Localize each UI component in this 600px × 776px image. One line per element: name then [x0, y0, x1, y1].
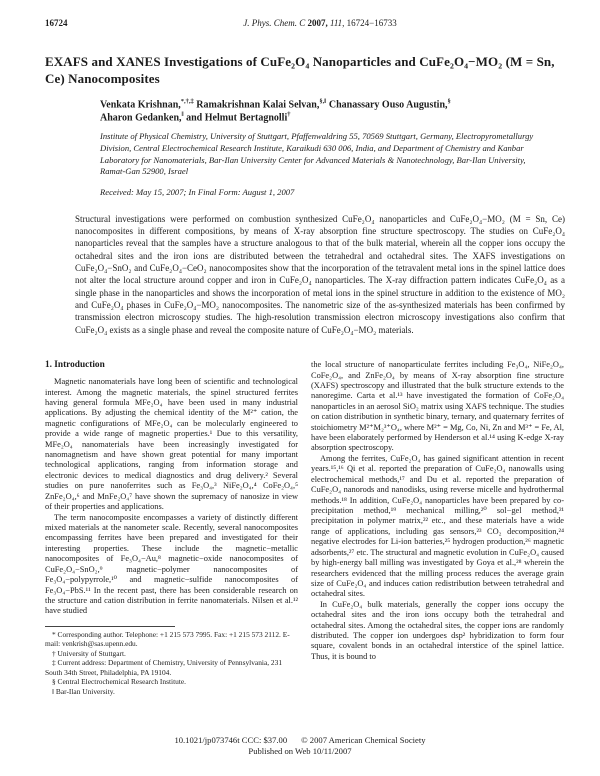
doi-ccc: 10.1021/jp073746t CCC: $37.00 — [174, 734, 288, 745]
left-column — [45, 360, 298, 696]
published-on-web: Published on Web 10/11/2007 — [248, 746, 352, 757]
footer-line-1 — [0, 735, 600, 747]
author-list — [100, 98, 565, 125]
footnote-affiliation: ‖ Bar-Ilan University. — [52, 686, 115, 696]
author-line-2 — [100, 111, 565, 124]
journal-name: J. Phys. Chem. C — [243, 18, 306, 28]
author-name: and Helmut Bertagnolli — [183, 112, 288, 124]
article-title: EXAFS and XANES Investigations of CuFe₂O₄ Nanoparticles and CuFe₂O₄−MO₂ (M = Sn, Ce) Nanocomposites — [45, 54, 555, 86]
footnote-affiliation: § Central Electrochemical Research Institute. — [52, 677, 187, 687]
journal-year: 2007, — [307, 18, 328, 28]
page-number: 16724 — [45, 18, 68, 28]
author-affil-marks: § — [447, 97, 451, 105]
author-name: Aharon Gedanken, — [100, 112, 182, 124]
page-footer — [0, 735, 600, 758]
author-name: Ramakrishnan Kalai Selvan, — [193, 99, 320, 111]
author-affil-marks: §,‖ — [319, 97, 327, 105]
body-paragraph: the local structure of nanoparticulate ferrites including Fe₃O₄, NiFe₂O₄, CoFe₂O₄, and ZnFe₂O₄ by means of X-ray absorption fine structure (XAFS) spectroscopy and illustrated that the bulk structure extends to the nanoregime. Carta et al.¹³ have investigated the formation of CoFe₂O₄ nanoparticles in an aerosol SiO₂ matrix using XAFS technique. The studies on cation distribution in synthetic binary, ternary, and quaternary ferrites of stoichiometry M²⁺M₂³⁺O₄, where M²⁺ = Mg, Co, Ni, Zn and M³⁺ = Fe, Al, have been elaborately performed by Henderson et al.¹⁴ using K-edge X-ray absorption spectroscopy. — [311, 360, 564, 453]
author-line-1 — [100, 98, 565, 111]
footnote-rule — [45, 626, 175, 627]
author-name: Venkata Krishnan, — [100, 99, 181, 111]
body-paragraph: Magnetic nanomaterials have long been of scientific and technological interest. Among the magnetic materials, the spinel structured ferrites having general formula MFe₂O₄ have been used in many industrial applications. By adjusting the chemical identity of the M²⁺ cation, the magnetic configurations of MFe₂O₄ can be molecularly engineered to provide a wide range of magnetic properties.¹ Due to this versatility, MFe₂O₄ nanomaterials have been increasingly investigated for nanomagnetism and have shown great potential for many important technological applications, ranging from information storage and electronic devices to medical diagnostics and drug delivery.² Several studies on pure nanoferrites such as Fe₃O₄,³ NiFe₂O₄,⁴ CoFe₂O₄,⁵ ZnFe₂O₄,⁶ and MnFe₂O₄⁷ have shown the supremacy of nanosize in view of their properties and applications. — [45, 377, 298, 512]
author-affil-marks: ‖ — [181, 111, 184, 119]
body-paragraph: The term nanocomposite encompasses a variety of distinctly different mixed materials at the nanometer scale. Recently, several nanocomposites encompassing ferrites have been prepared and investigated for their interesting properties. These include the magnetic−metallic nanocomposites of Fe₃O₄−Au,⁸ magnetic−oxide nanocomposites of CuFe₂O₄−SnO₂,⁹ magnetic−polymer nanocomposites of Fe₃O₄−polypyrrole,¹⁰ and magnetic−sulfide nanocomposites of Fe₃O₄−PbS.¹¹ In the recent past, there has been considerable research on the structure and cation distribution in ferrite nanomaterials. Nilsen et al.¹² have studied — [45, 512, 298, 616]
right-column — [311, 360, 564, 696]
received-dates: Received: May 15, 2007; In Final Form: August 1, 2007 — [100, 186, 295, 197]
body-paragraph: Among the ferrites, CuFe₂O₄ has gained significant attention in recent years.¹⁵,¹⁶ Qi et al. reported the preparation of CuFe₂O₄ nanowalls using electrochemical methods,¹⁷ and Du et al. reported the preparation of CuFe₂O₄ nanorods and nanodisks, using reverse micelle and hydrothermal methods.¹⁸ In addition, CuFe₂O₄ nanoparticles have been prepared by co-precipitation method,¹⁹ mechanical milling,²⁰ sol−gel method,²¹ precipitation in polymer matrix,²² etc., and these materials have a wide range of applications, including gas sensors,²³ CO₂ decomposition,²⁴ negative electrodes for Li-ion batteries,²⁵ hydrogen production,²⁶ magnetic adsorbents,²⁷ etc. The structural and magnetic evolution in CuFe₂O₄ caused by high-energy ball milling was investigated by Goya et al.,²⁸ wherein the researchers evidenced that the milling process reduces the average grain size of CuFe₂O₄ and induces cation redistribution between tetrahedral and octahedral sites. — [311, 453, 564, 599]
footnote-current-address: ‡ Current address: Department of Chemistry, University of Pennsylvania, 231 South 34th Street, Philadelphia, PA 19104. — [45, 658, 283, 677]
running-head — [45, 18, 565, 28]
body-paragraph: In CuFe₂O₄ bulk materials, generally the copper ions occupy the octahedral sites and the iron ions occupy both the tetrahedral and octahedral sites. Among the octahedral sites, the copper ions are randomly distributed. The copper ion undergoes dsp² hybridization to form four square, covalent bonds in an octahedral interstice of the spinel lattice. Thus, it is bound to — [311, 599, 564, 661]
affiliations: Institute of Physical Chemistry, University of Stuttgart, Pfaffenwaldring 55, 70569 Stuttgart, Germany, Electropyrometallurgy Division, Central Electrochemical Research Institute, Karaikudi 630 006, India, and Department of Chemistry and Kanbar Laboratory for Nanomaterials, Bar-Ilan University Center for Advanced Materials & Nanotechnology, Bar-Ilan University, Ramat-Gan 52900, Israel — [100, 131, 534, 177]
author-affil-marks: † — [287, 111, 291, 119]
footnote-corresponding-author: * Corresponding author. Telephone: +1 215 573 7995. Fax: +1 215 573 2112. E-mail: venkrish@sas.upenn.edu. — [45, 629, 290, 649]
footnote-affiliation: † University of Stuttgart. — [52, 648, 126, 658]
section-heading-introduction: 1. Introduction — [45, 360, 105, 371]
two-column-body — [45, 360, 565, 696]
journal-volume: 111, — [330, 18, 345, 28]
author-name: Chanassary Ouso Augustin, — [326, 99, 448, 111]
journal-reference — [165, 18, 475, 28]
author-footnotes — [45, 626, 298, 696]
abstract: Structural investigations were performed on combustion synthesized CuFe₂O₄ nanoparticles and CuFe₂O₄−MO₂ (M = Sn, Ce) nanocomposites in different compositions, by means of X-ray absorption fine structure spectroscopy. The studies on CuFe₂O₄ nanoparticles reveal that the samples have a structure analogous to that of the bulk material, wherein all the copper ions occupy the octahedral sites and the iron ions are distributed between the tetrahedral and octahedral sites. The XAFS investigations on CuFe₂O₄−SnO₂ and CuFe₂O₄−CeO₂ nanocomposites show that the incorporation of the tetravalent metal ions in the spinel lattice does not alter the local structure around copper and iron in CuFe₂O₄ nanoparticles. The X-ray diffraction pattern indicates CuFe₂O₄ as a single phase in the nanoparticles and shows the incorporation of metal ions in the spinel structure in addition to the existence of MO₂ and CuFe₂O₄ phases in CuFe₂O₄−MO₂ nanocomposites. The nanometric size of the as-synthesized materials has been confirmed by transmission electron microscopy studies. The high-resolution transmission electron microscopy investigations also confirm that CuFe₂O₄ exists as a single phase and reveal the composite nature of CuFe₂O₄−MO₂ materials. — [75, 213, 565, 335]
author-affil-marks: *,†,‡ — [180, 97, 194, 105]
copyright-notice: © 2007 American Chemical Society — [301, 734, 426, 745]
journal-pages: 16724−16733 — [346, 18, 397, 28]
